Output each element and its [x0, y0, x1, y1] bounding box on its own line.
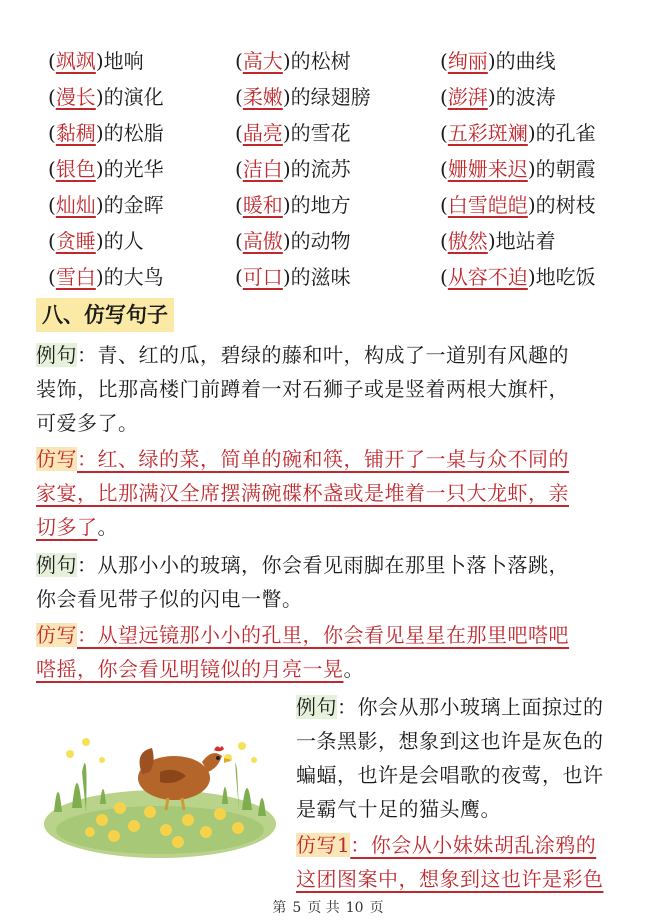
close-paren: ) — [282, 157, 291, 181]
footer-text: 第 — [272, 900, 287, 916]
open-paren: ( — [440, 193, 448, 217]
fill-in-row — [0, 188, 656, 222]
example-text: 蝙蝠，也许是会唱歌的夜莺，也许 — [296, 763, 604, 787]
imitation-tag: 仿写 — [36, 623, 77, 647]
close-paren: ) — [282, 85, 291, 109]
fill-in-item — [48, 152, 164, 186]
open-paren: ( — [235, 49, 243, 73]
open-paren: ( — [440, 49, 448, 73]
fill-in-item — [440, 80, 556, 114]
phrase-tail: 的金晖 — [103, 193, 164, 217]
fill-in-item — [235, 224, 351, 258]
fill-in-item — [235, 80, 371, 114]
open-paren: ( — [48, 85, 56, 109]
imitation-tag: 仿写 — [36, 447, 77, 471]
fill-in-item — [48, 260, 164, 294]
phrase-tail: 的绿翅膀 — [290, 85, 371, 109]
phrase-tail: 的松脂 — [103, 121, 164, 145]
example-text: 你会看见带子似的闪电一瞥。 — [36, 587, 303, 611]
section-title: 八、仿写句子 — [36, 298, 174, 332]
close-paren: ) — [95, 85, 104, 109]
phrase-tail: 的流苏 — [290, 157, 351, 181]
fill-in-row — [0, 152, 656, 186]
open-paren: ( — [440, 265, 448, 289]
fill-in-item — [48, 224, 144, 258]
fill-in-item — [235, 152, 351, 186]
answer-text: 绚丽 — [447, 49, 488, 73]
imitation-tag: 仿写1 — [296, 833, 351, 857]
phrase-tail: 的树枝 — [535, 193, 596, 217]
answer-text: 高傲 — [242, 229, 283, 253]
imitation-sentence-3 — [296, 828, 632, 896]
fill-in-item — [440, 188, 596, 222]
fill-in-item — [235, 260, 351, 294]
close-paren: ) — [487, 49, 496, 73]
phrase-tail: 的光华 — [103, 157, 164, 181]
imitation-text: 家宴，比那满汉全席摆满碗碟杯盏或是堆着一只大龙虾，亲 — [36, 481, 569, 505]
example-text: 一条黑影，想象到这也许是灰色的 — [296, 729, 604, 753]
close-paren: ) — [527, 121, 536, 145]
open-paren: ( — [235, 85, 243, 109]
fill-in-item — [235, 188, 351, 222]
close-paren: ) — [487, 229, 496, 253]
phrase-tail: 地站着 — [495, 229, 556, 253]
imitation-text: ：从望远镜那小小的孔里，你会看见星星在那里吧嗒吧 — [77, 623, 569, 647]
phrase-tail: 的波涛 — [495, 85, 556, 109]
fill-in-item — [440, 260, 596, 294]
close-paren: ) — [95, 121, 104, 145]
imitation-sentence-2 — [36, 618, 636, 686]
imitation-text: 切多了 — [36, 515, 98, 539]
open-paren: ( — [48, 157, 56, 181]
answer-text: 可口 — [242, 265, 283, 289]
phrase-tail: 的朝霞 — [535, 157, 596, 181]
open-paren: ( — [440, 85, 448, 109]
imitation-text: 这团图案中，想象到这也许是彩色 — [296, 867, 604, 891]
fill-in-item — [48, 80, 164, 114]
phrase-tail: 的演化 — [103, 85, 164, 109]
open-paren: ( — [440, 229, 448, 253]
answer-text: 澎湃 — [447, 85, 488, 109]
fill-in-item — [48, 116, 164, 150]
example-text: 可爱多了。 — [36, 411, 139, 435]
phrase-tail: 地吃饭 — [535, 265, 596, 289]
open-paren: ( — [48, 265, 56, 289]
answer-text: 灿灿 — [55, 193, 96, 217]
fill-in-item — [235, 116, 351, 150]
fill-in-item — [48, 44, 144, 78]
example-text: 装饰，比那高楼门前蹲着一对石狮子或是竖着两根大旗杆， — [36, 377, 569, 401]
page-number: 5 — [292, 900, 302, 916]
close-paren: ) — [527, 157, 536, 181]
phrase-tail: 的松树 — [290, 49, 351, 73]
open-paren: ( — [235, 121, 243, 145]
example-sentence-1 — [36, 338, 636, 440]
total-pages: 10 — [345, 900, 364, 916]
answer-text: 暖和 — [242, 193, 283, 217]
example-tag: 例句 — [296, 695, 337, 719]
fill-in-row — [0, 224, 656, 258]
open-paren: ( — [235, 157, 243, 181]
answer-text: 银色 — [55, 157, 96, 181]
open-paren: ( — [235, 265, 243, 289]
answer-text: 高大 — [242, 49, 283, 73]
answer-text: 白雪皑皑 — [447, 193, 528, 217]
example-tag: 例句 — [36, 343, 77, 367]
imitation-text: ：你会从小妹妹胡乱涂鸦的 — [350, 833, 597, 857]
close-paren: ) — [527, 193, 536, 217]
open-paren: ( — [235, 193, 243, 217]
fill-in-row — [0, 44, 656, 78]
page-footer — [0, 897, 656, 917]
fill-in-item — [440, 116, 596, 150]
example-text: 是霸气十足的猫头鹰。 — [296, 797, 501, 821]
phrase-tail: 的孔雀 — [535, 121, 596, 145]
answer-text: 姗姗来迟 — [447, 157, 528, 181]
footer-text: 页 — [369, 900, 384, 916]
punctuation: 。 — [97, 515, 118, 539]
phrase-tail: 的地方 — [290, 193, 351, 217]
example-sentence-2 — [36, 548, 636, 616]
answer-text: 五彩斑斓 — [447, 121, 528, 145]
hen-and-chicks-illustration — [42, 712, 278, 860]
fill-in-item — [235, 44, 351, 78]
phrase-tail: 的曲线 — [495, 49, 556, 73]
fill-in-item — [440, 224, 556, 258]
fill-in-row — [0, 260, 656, 294]
fill-in-row — [0, 116, 656, 150]
open-paren: ( — [48, 49, 56, 73]
fill-in-row — [0, 80, 656, 114]
answer-text: 漫长 — [55, 85, 96, 109]
example-text: ：从那小小的玻璃，你会看见雨脚在那里卜落卜落跳， — [77, 553, 569, 577]
close-paren: ) — [282, 229, 291, 253]
answer-text: 傲然 — [447, 229, 488, 253]
open-paren: ( — [440, 157, 448, 181]
close-paren: ) — [95, 157, 104, 181]
answer-text: 洁白 — [242, 157, 283, 181]
close-paren: ) — [487, 85, 496, 109]
answer-text: 晶亮 — [242, 121, 283, 145]
fill-in-item — [440, 152, 596, 186]
answer-text: 贪睡 — [55, 229, 96, 253]
open-paren: ( — [48, 193, 56, 217]
answer-text: 雪白 — [55, 265, 96, 289]
close-paren: ) — [527, 265, 536, 289]
phrase-tail: 的雪花 — [290, 121, 351, 145]
fill-in-item — [440, 44, 556, 78]
phrase-tail: 地响 — [103, 49, 144, 73]
open-paren: ( — [235, 229, 243, 253]
phrase-tail: 的大鸟 — [103, 265, 164, 289]
open-paren: ( — [48, 229, 56, 253]
example-tag: 例句 — [36, 553, 77, 577]
answer-text: 黏稠 — [55, 121, 96, 145]
example-sentence-3 — [296, 690, 632, 826]
answer-text: 从容不迫 — [447, 265, 528, 289]
close-paren: ) — [282, 265, 291, 289]
punctuation: 。 — [343, 657, 364, 681]
open-paren: ( — [440, 121, 448, 145]
close-paren: ) — [282, 193, 291, 217]
phrase-tail: 的人 — [103, 229, 144, 253]
fill-in-item — [48, 188, 164, 222]
phrase-tail: 的动物 — [290, 229, 351, 253]
open-paren: ( — [48, 121, 56, 145]
close-paren: ) — [95, 193, 104, 217]
imitation-text: 嗒摇，你会看见明镜似的月亮一晃 — [36, 657, 344, 681]
imitation-text: ：红、绿的菜，简单的碗和筷，铺开了一桌与众不同的 — [77, 447, 569, 471]
answer-text: 飒飒 — [55, 49, 96, 73]
example-text: ：青、红的瓜，碧绿的藤和叶，构成了一道别有风趣的 — [77, 343, 569, 367]
phrase-tail: 的滋味 — [290, 265, 351, 289]
close-paren: ) — [95, 49, 104, 73]
close-paren: ) — [95, 265, 104, 289]
close-paren: ) — [282, 49, 291, 73]
close-paren: ) — [95, 229, 104, 253]
imitation-sentence-1 — [36, 442, 636, 544]
answer-text: 柔嫩 — [242, 85, 283, 109]
footer-text: 页 共 — [307, 900, 340, 916]
example-text: ：你会从那小玻璃上面掠过的 — [337, 695, 604, 719]
close-paren: ) — [282, 121, 291, 145]
